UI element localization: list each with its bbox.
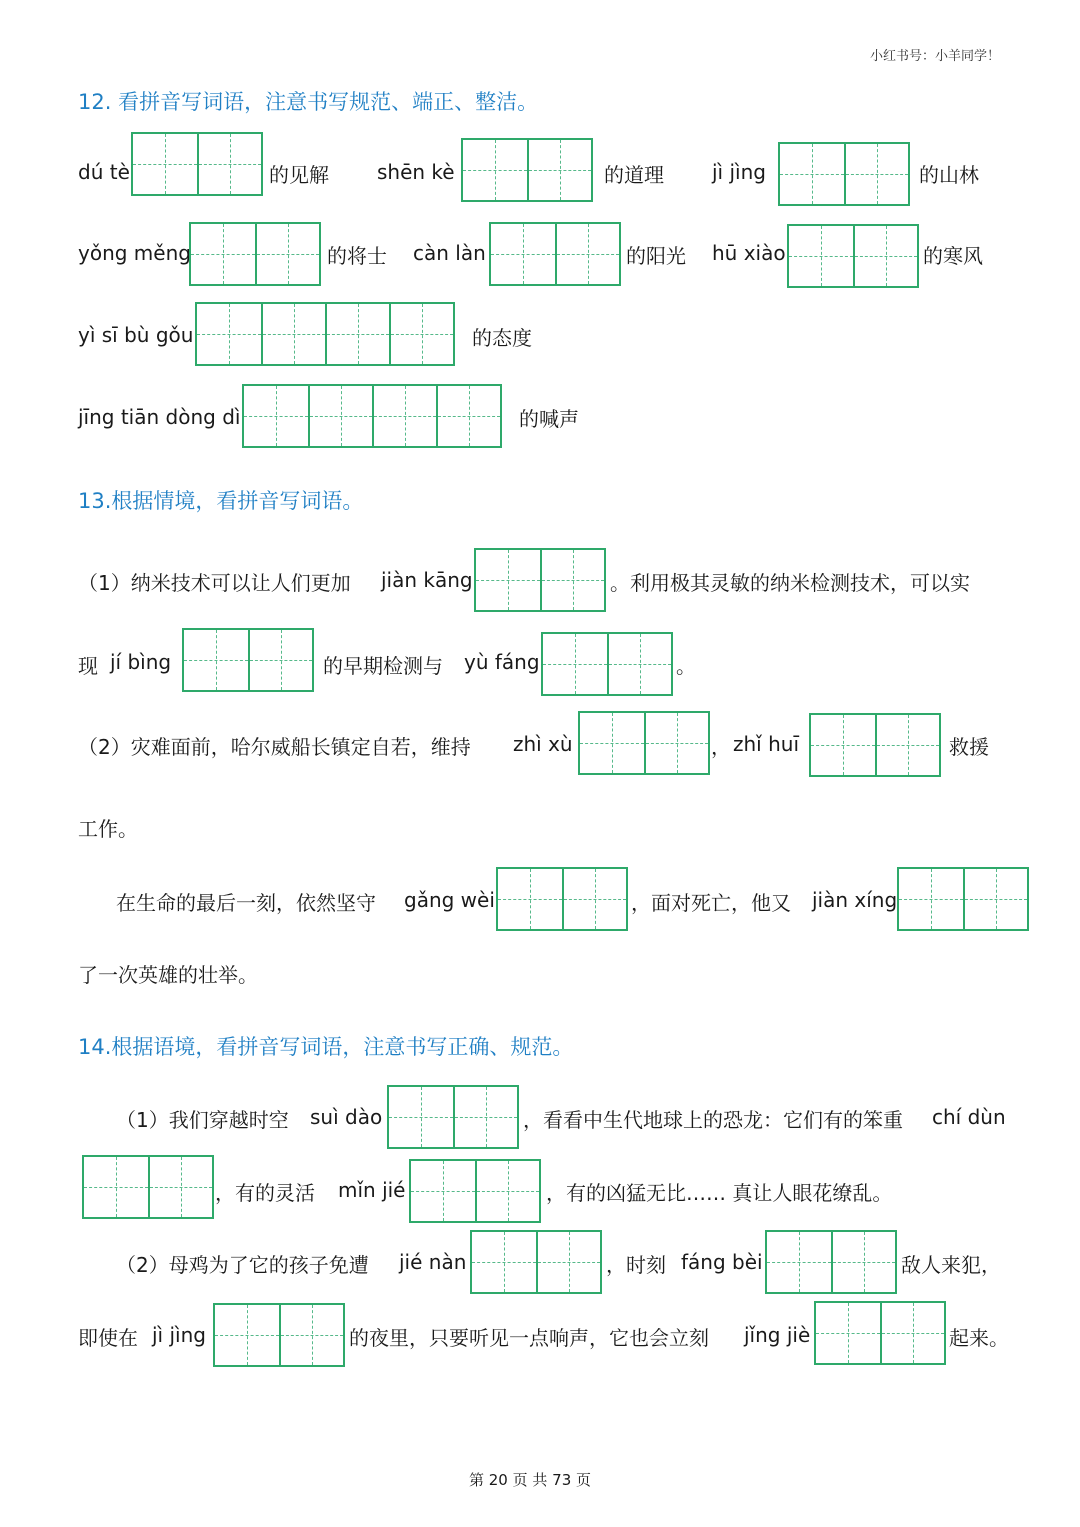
q13-p2-line2: 工作。	[78, 817, 138, 841]
q13-p1-prefix: （1）纳米技术可以让人们更加	[78, 571, 351, 595]
q13-p1-mid: 。利用极其灵敏的纳米检测技术，可以实	[610, 571, 970, 595]
q12-item3-suffix: 的山林	[919, 163, 979, 187]
q13-p2-pinyin2: zhǐ huī	[733, 732, 799, 756]
q12-item2-suffix: 的道理	[604, 163, 664, 187]
q14-p1-prefix: （1）我们穿越时空	[116, 1108, 289, 1132]
q14-p1-answer-grid1[interactable]	[387, 1085, 519, 1149]
q14-p1-pinyin1: suì dào	[310, 1105, 383, 1129]
q14-p1-answer-grid2[interactable]	[82, 1155, 214, 1219]
header-note: 小红书号：小羊同学！	[870, 49, 1001, 64]
q12-item1-answer-grid[interactable]	[131, 132, 263, 196]
q12-item1-suffix: 的见解	[269, 163, 329, 187]
q12-item4-pinyin: yǒng měng	[78, 241, 191, 265]
q14-p2-pinyin3: jì jìng	[152, 1323, 206, 1347]
q12-item5-pinyin: càn làn	[413, 241, 486, 265]
q12-item7-answer-grid[interactable]	[195, 302, 455, 366]
q12-item8-pinyin: jīng tiān dòng dì	[78, 405, 241, 429]
q13-p1-pinyin1: jiàn kāng	[381, 568, 473, 592]
q12-item6-answer-grid[interactable]	[787, 224, 919, 288]
q13-p1-answer-grid2[interactable]	[182, 628, 314, 692]
q14-p1-line2-a: ，有的灵活	[215, 1181, 315, 1205]
q14-p1-mid: ，看看中生代地球上的恐龙：它们有的笨重	[523, 1108, 903, 1132]
q14-p2-pinyin1: jié nàn	[399, 1250, 467, 1274]
q12-item8-suffix: 的喊声	[519, 407, 579, 431]
q13-p1-pinyin2: jí bìng	[110, 650, 172, 674]
q14-p1-pinyin2: chí dùn	[932, 1105, 1006, 1129]
q14-p2-pinyin2: fáng bèi	[681, 1250, 763, 1274]
q14-p1-pinyin3: mǐn jié	[338, 1178, 406, 1202]
q12-title: 12. 看拼音写词语，注意书写规范、端正、整洁。	[78, 90, 539, 114]
page-number-footer: 第 20 页 共 73 页	[469, 1471, 592, 1489]
q12-item7-suffix: 的态度	[472, 326, 532, 350]
q12-item2-answer-grid[interactable]	[461, 138, 593, 202]
q13-title: 13.根据情境，看拼音写词语。	[78, 489, 364, 513]
q13-p3-pinyin2: jiàn xíng	[812, 888, 898, 912]
q14-p2-answer-grid1[interactable]	[470, 1230, 602, 1294]
q13-p2-answer-grid2[interactable]	[809, 713, 941, 777]
q14-p2-end: 敌人来犯，	[901, 1253, 1001, 1277]
q13-p3-prefix: 在生命的最后一刻，依然坚守	[116, 891, 376, 915]
q13-p1-answer-grid1[interactable]	[474, 548, 606, 612]
q13-p2-prefix: （2）灾难面前，哈尔威船长镇定自若，维持	[78, 735, 471, 759]
q13-p3-line2: 了一次英雄的壮举。	[78, 963, 258, 987]
q12-item4-suffix: 的将士	[327, 244, 387, 268]
q12-item4-answer-grid[interactable]	[189, 222, 321, 286]
q13-p1-line2-end: 。	[676, 654, 696, 678]
q13-p3-pinyin1: gǎng wèi	[404, 888, 495, 912]
q12-item6-pinyin: hū xiào	[712, 241, 786, 265]
q13-p1-line2-prefix: 现	[78, 654, 98, 678]
q12-item2-pinyin: shēn kè	[377, 160, 455, 184]
q12-item3-pinyin: jì jìng	[712, 160, 766, 184]
q14-title: 14.根据语境，看拼音写词语，注意书写正确、规范。	[78, 1035, 574, 1059]
q12-item6-suffix: 的寒风	[923, 244, 983, 268]
q13-p3-answer-grid2[interactable]	[897, 867, 1029, 931]
q12-item5-answer-grid[interactable]	[489, 222, 621, 286]
q12-item1-pinyin: dú tè	[78, 160, 130, 184]
q13-p3-mid: ，面对死亡，他又	[631, 891, 791, 915]
q13-p2-comma: ，	[711, 735, 731, 759]
q14-p2-answer-grid3[interactable]	[213, 1303, 345, 1367]
q14-p2-line2-prefix: 即使在	[78, 1326, 138, 1350]
q13-p1-line2-mid: 的早期检测与	[323, 654, 443, 678]
q14-p2-answer-grid4[interactable]	[814, 1301, 946, 1365]
q14-p2-line2-end: 起来。	[949, 1326, 1009, 1350]
q14-p2-mid: ，时刻	[606, 1253, 666, 1277]
q13-p1-pinyin3: yù fáng	[464, 650, 540, 674]
q13-p2-pinyin1: zhì xù	[513, 732, 573, 756]
q14-p1-answer-grid3[interactable]	[409, 1159, 541, 1223]
q13-p2-end: 救援	[949, 735, 989, 759]
q12-item5-suffix: 的阳光	[626, 244, 686, 268]
q13-p1-answer-grid3[interactable]	[541, 632, 673, 696]
q14-p2-prefix: （2）母鸡为了它的孩子免遭	[116, 1253, 369, 1277]
q14-p2-answer-grid2[interactable]	[765, 1230, 897, 1294]
q12-item7-pinyin: yì sī bù gǒu	[78, 323, 194, 347]
q13-p2-answer-grid1[interactable]	[578, 711, 710, 775]
q12-item8-answer-grid[interactable]	[242, 384, 502, 448]
q13-p3-answer-grid1[interactable]	[496, 867, 628, 931]
q12-item3-answer-grid[interactable]	[778, 142, 910, 206]
q14-p2-pinyin4: jǐng jiè	[744, 1323, 811, 1347]
q14-p2-line2-mid: 的夜里，只要听见一点响声，它也会立刻	[349, 1326, 709, 1350]
q14-p1-line2-b: ，有的凶猛无比…… 真让人眼花缭乱。	[546, 1181, 893, 1205]
